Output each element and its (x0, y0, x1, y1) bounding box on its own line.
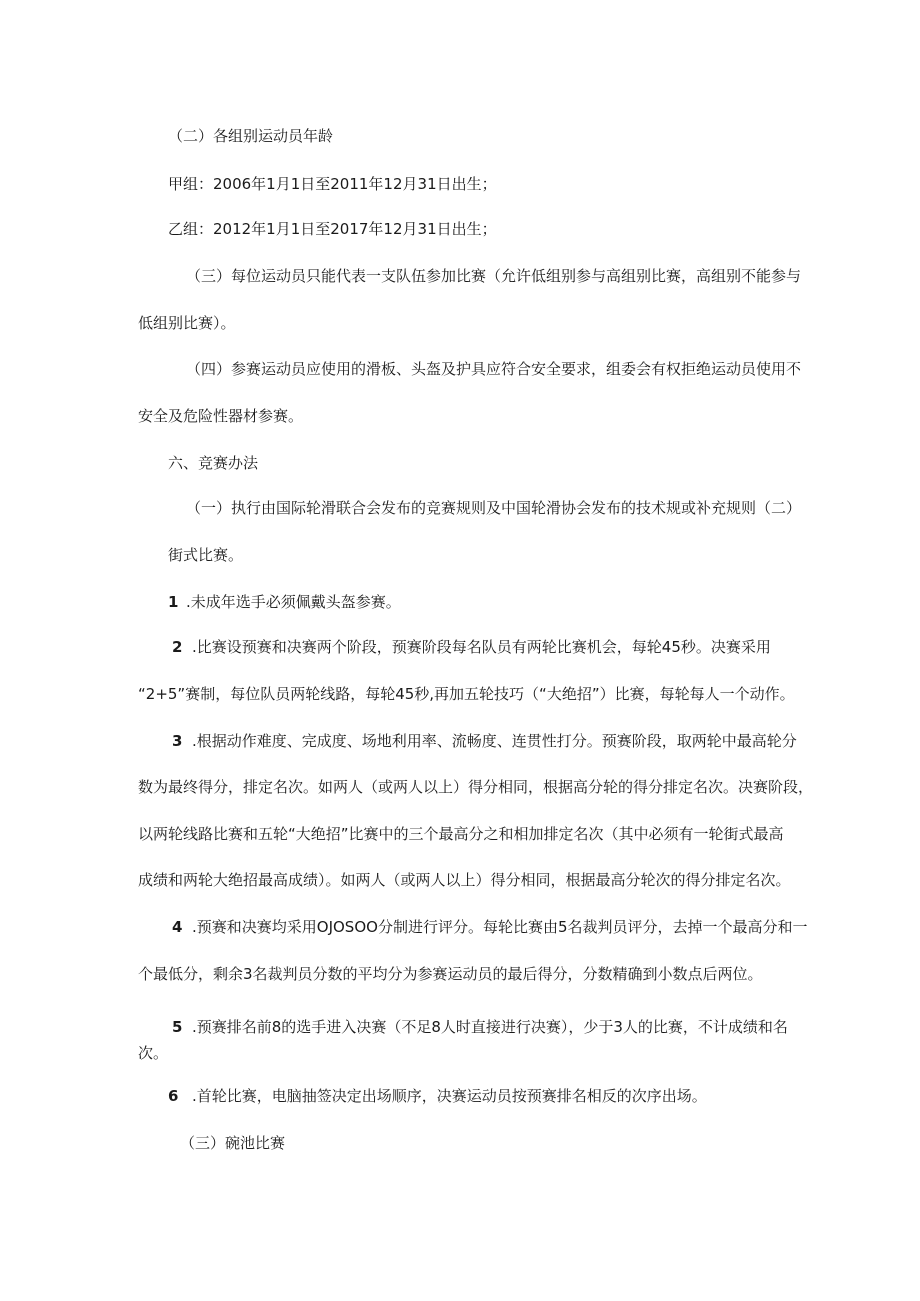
paragraph-line: “2+5”赛制，每位队员两轮线路，每轮45秒,再加五轮技巧（“大绝招”）比赛，每轮每人一个动作。 (138, 685, 795, 703)
list-item (172, 917, 808, 937)
group-b-birth-range: 乙组：2012年1月1日至2017年12月31日出生； (168, 220, 497, 238)
list-item-number: 3 (172, 732, 183, 750)
list-item-text: .根据动作难度、完成度、场地利用率、流畅度、连贯性打分。预赛阶段，取两轮中最高轮分 (192, 732, 797, 750)
paragraph-line: 次。 (138, 1044, 169, 1062)
section-heading-age-groups: （二）各组别运动员年龄 (168, 127, 334, 145)
paragraph-line: （三）每位运动员只能代表一支队伍参加比赛（允许低组别参与高组别比赛，高组别不能参与 (186, 267, 802, 285)
list-item (168, 1086, 707, 1106)
paragraph-line: 成绩和两轮大绝招最高成绩）。如两人（或两人以上）得分相同，根据最高分轮次的得分排定名次。 (138, 871, 791, 889)
list-item-text: .比赛设预赛和决赛两个阶段，预赛阶段每名队员有两轮比赛机会，每轮45秒。决赛采用 (192, 638, 771, 656)
paragraph-line: 街式比赛。 (168, 546, 244, 564)
section-heading-competition-methods: 六、竞赛办法 (168, 454, 259, 472)
group-a-birth-range: 甲组：2006年1月1日至2011年12月31日出生； (168, 175, 497, 193)
section-heading-bowl-competition: （三）碗池比赛 (180, 1134, 286, 1152)
paragraph-line: 低组别比赛）。 (138, 314, 236, 332)
list-item-text: .预赛和决赛均采用OJOSOO分制进行评分。每轮比赛由5名裁判员评分，去掉一个最高分和一 (192, 918, 808, 936)
list-item-number: 4 (172, 918, 183, 936)
list-item-number: 1 (168, 593, 179, 611)
list-item-text: .首轮比赛，电脑抽签决定出场顺序，决赛运动员按预赛排名相反的次序出场。 (192, 1087, 707, 1105)
list-item-number: 2 (172, 638, 183, 656)
paragraph-line: （一）执行由国际轮滑联合会发布的竞赛规则及中国轮滑协会发布的技术规或补充规则（二） (186, 499, 802, 517)
paragraph-line: 个最低分，剩余3名裁判员分数的平均分为参赛运动员的最后得分，分数精确到小数点后两位。 (138, 965, 763, 983)
list-item-number: 6 (168, 1087, 179, 1105)
paragraph-line: 安全及危险性器材参赛。 (138, 407, 304, 425)
list-item-text: .预赛排名前8的选手进入决赛（不足8人时直接进行决赛），少于3人的比赛，不计成绩和名 (192, 1018, 788, 1036)
list-item-text: .未成年选手必须佩戴头盔参赛。 (186, 593, 401, 611)
paragraph-line: 数为最终得分，排定名次。如两人（或两人以上）得分相同，根据高分轮的得分排定名次。决赛阶段， (138, 778, 814, 796)
paragraph-line: （四）参赛运动员应使用的滑板、头盔及护具应符合安全要求，组委会有权拒绝运动员使用不 (186, 360, 802, 378)
list-item (172, 1017, 788, 1037)
list-item (172, 637, 771, 657)
list-item (168, 592, 401, 612)
list-item (172, 731, 797, 751)
list-item-number: 5 (172, 1018, 183, 1036)
paragraph-line: 以两轮线路比赛和五轮“大绝招”比赛中的三个最高分之和相加排定名次（其中必须有一轮街式最高 (138, 825, 784, 843)
